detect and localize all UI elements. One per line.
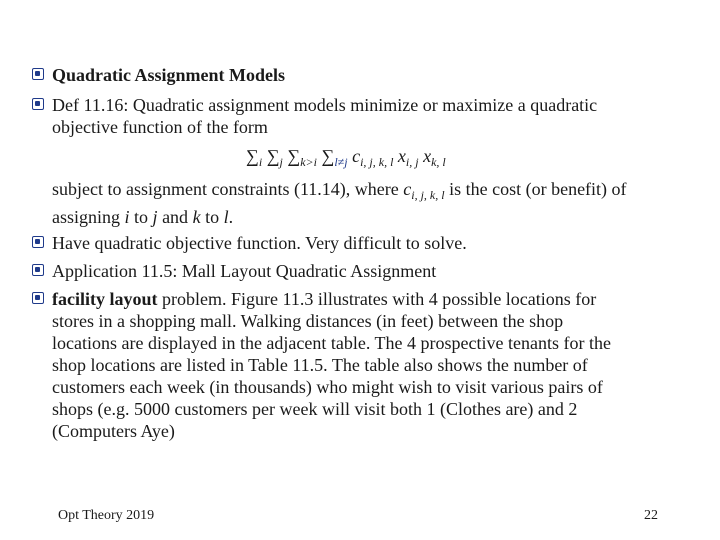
checkbox-bullet-icon	[32, 236, 44, 248]
facility-line-2: stores in a shopping mall. Walking distances (in feet) between the shop	[52, 311, 564, 331]
facility-line-6: shops (e.g. 5000 customers per week will visit both 1 (Clothes are) and 2	[52, 399, 578, 419]
application-bullet	[32, 260, 680, 282]
facility-layout-term: facility layout	[52, 289, 158, 309]
objective-formula: $\sum_i$ $\sum_j$ $\sum_{k>i}$ $\sum_{l\ne j}$ $c_{i, j, k, l}$ $x_{i, j}$ $x_{k, l}$	[246, 146, 446, 169]
definition-line-2: objective function of the form	[52, 117, 268, 137]
constraint-text: subject to assignment constraints (11.14), where $c_{i, j, k, l}$ is the cost (or benefit) of assigning i to j and k to l.	[32, 178, 680, 228]
application-text: Application 11.5: Mall Layout Quadratic Assignment	[52, 261, 437, 281]
checkbox-bullet-icon	[32, 68, 44, 80]
constraint-line-2: assigning i to j and k to l.	[52, 207, 234, 227]
title-bullet	[32, 64, 680, 86]
facility-line-3: locations are displayed in the adjacent table. The 4 prospective tenants for the	[52, 333, 611, 353]
checkbox-bullet-icon	[32, 264, 44, 276]
facility-line-5: customers each week (in thousands) who might wish to visit various pairs of	[52, 377, 603, 397]
definition-line-1: Def 11.16: Quadratic assignment models minimize or maximize a quadratic	[52, 95, 598, 115]
difficulty-text: Have quadratic objective function. Very difficult to solve.	[52, 233, 467, 253]
facility-line-4: shop locations are listed in Table 11.5. The table also shows the number of	[52, 355, 588, 375]
definition-bullet	[32, 94, 680, 138]
checkbox-bullet-icon	[32, 292, 44, 304]
slide-title: Quadratic Assignment Models	[52, 65, 286, 85]
facility-bullet	[32, 288, 680, 442]
constraint-line-1: subject to assignment constraints (11.14), where	[52, 179, 399, 199]
checkbox-bullet-icon	[32, 98, 44, 110]
cost-symbol: c	[403, 179, 412, 199]
footer-course-label: Opt Theory 2019	[58, 508, 155, 523]
page-number: 22	[644, 508, 658, 523]
facility-line-7: (Computers Aye)	[52, 421, 175, 441]
constraint-line-1-tail: is the cost (or benefit) of	[449, 179, 627, 199]
difficulty-bullet	[32, 232, 680, 254]
facility-line-1: problem. Figure 11.3 illustrates with 4 possible locations for	[157, 289, 597, 309]
